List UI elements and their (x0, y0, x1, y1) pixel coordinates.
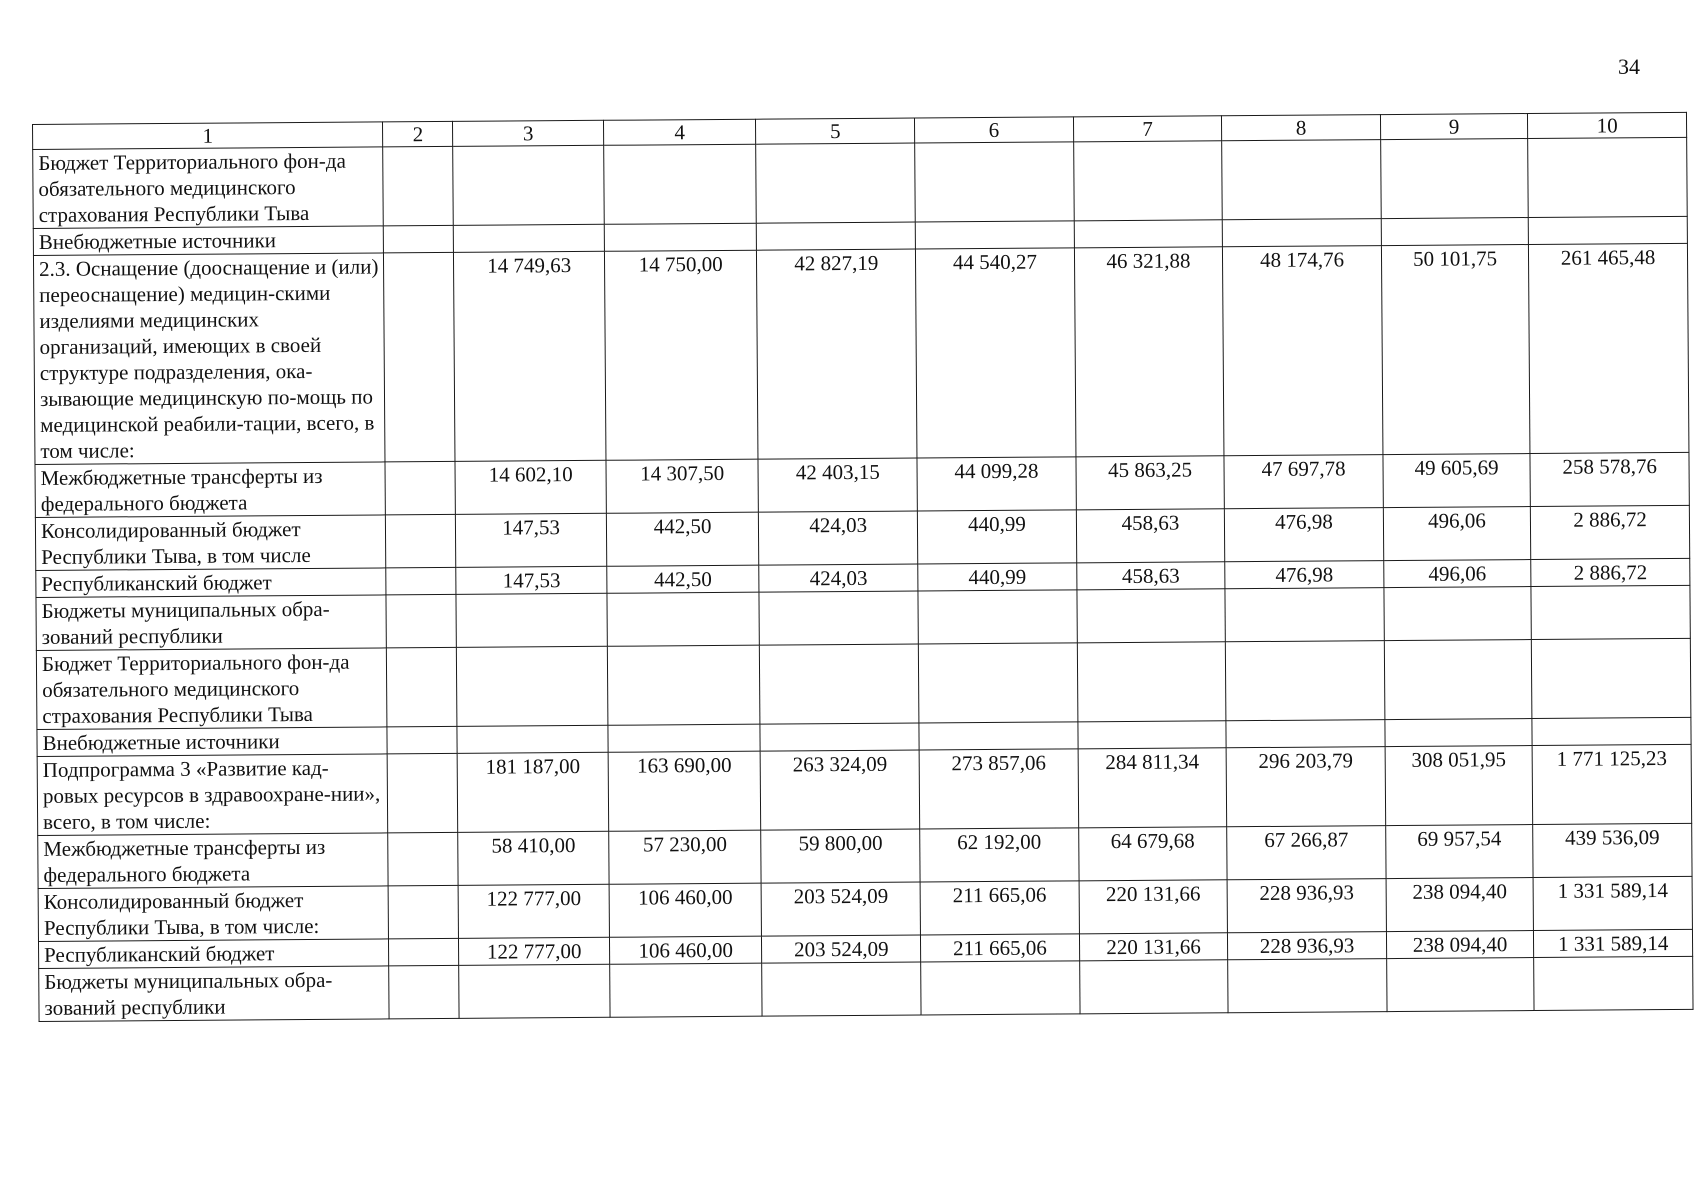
column-header: 2 (383, 121, 453, 147)
value-cell: 476,98 (1225, 561, 1384, 589)
value-cell (1078, 721, 1227, 749)
value-cell (389, 965, 459, 1019)
value-cell: 424,03 (759, 511, 918, 565)
value-cell: 496,06 (1384, 560, 1532, 588)
value-cell: 228 936,93 (1228, 932, 1387, 960)
value-cell (1528, 216, 1687, 244)
value-cell (915, 221, 1074, 249)
value-cell: 496,06 (1383, 507, 1531, 561)
value-cell (454, 224, 605, 252)
value-cell (453, 145, 604, 225)
value-cell: 106 460,00 (609, 883, 762, 937)
table-row (36, 638, 1691, 729)
value-cell: 203 524,09 (762, 935, 921, 963)
value-cell (762, 962, 921, 1016)
value-cell (383, 146, 454, 226)
column-header: 10 (1528, 112, 1687, 138)
value-cell: 296 203,79 (1226, 747, 1385, 827)
value-cell (385, 461, 455, 515)
value-cell (457, 646, 608, 726)
value-cell: 163 690,00 (608, 751, 761, 831)
row-label: Консолидированный бюджет Республики Тыва, в том числе (35, 515, 386, 571)
table-row (33, 243, 1688, 464)
value-cell (459, 964, 610, 1018)
value-cell: 284 811,34 (1078, 748, 1227, 828)
value-cell (1387, 958, 1535, 1012)
value-cell: 45 863,25 (1076, 456, 1225, 510)
value-cell: 57 230,00 (609, 830, 762, 884)
value-cell (919, 722, 1078, 750)
value-cell: 14 749,63 (454, 251, 606, 461)
value-cell (1222, 140, 1381, 220)
table-row (33, 137, 1688, 228)
value-cell (1381, 218, 1529, 246)
value-cell (1228, 959, 1387, 1013)
value-cell: 50 101,75 (1381, 245, 1530, 455)
value-cell: 442,50 (606, 512, 759, 566)
value-cell (610, 963, 763, 1017)
value-cell: 58 410,00 (458, 831, 609, 885)
value-cell: 147,53 (456, 566, 607, 594)
value-cell: 14 307,50 (606, 459, 759, 513)
value-cell: 42 827,19 (757, 249, 917, 459)
value-cell: 44 099,28 (917, 457, 1076, 511)
value-cell (387, 647, 458, 727)
value-cell (1385, 719, 1533, 747)
value-cell (608, 724, 761, 752)
value-cell (1225, 641, 1384, 721)
budget-table (32, 112, 1694, 1022)
value-cell: 220 131,66 (1079, 933, 1228, 961)
value-cell (386, 594, 456, 648)
value-cell: 238 094,40 (1386, 878, 1534, 932)
budget-table-sheet (32, 112, 1694, 1022)
value-cell (1077, 589, 1226, 643)
row-label: Консолидированный бюджет Республики Тыва, в том числе: (38, 886, 389, 942)
value-cell (1528, 137, 1687, 217)
value-cell: 42 403,15 (758, 458, 917, 512)
row-label: Республиканский бюджет (38, 939, 389, 969)
value-cell: 439 536,09 (1533, 823, 1692, 877)
value-cell: 46 321,88 (1074, 247, 1224, 457)
value-cell: 440,99 (917, 510, 1076, 564)
column-header: 1 (33, 122, 384, 150)
value-cell: 69 957,54 (1386, 825, 1534, 879)
value-cell: 67 266,87 (1227, 826, 1386, 880)
value-cell: 49 605,69 (1383, 454, 1531, 508)
value-cell: 122 777,00 (459, 884, 610, 938)
value-cell: 2 886,72 (1531, 505, 1690, 559)
value-cell (1225, 588, 1384, 642)
value-cell: 47 697,78 (1224, 455, 1383, 509)
value-cell (1079, 960, 1228, 1014)
value-cell (1077, 642, 1226, 722)
value-cell (918, 643, 1077, 723)
value-cell: 258 578,76 (1530, 452, 1689, 506)
table-body (33, 137, 1693, 1021)
value-cell: 181 187,00 (458, 752, 609, 832)
value-cell: 238 094,40 (1386, 931, 1534, 959)
value-cell (1534, 956, 1693, 1010)
value-cell: 308 051,95 (1385, 746, 1533, 826)
value-cell (1531, 585, 1690, 639)
value-cell: 476,98 (1225, 508, 1384, 562)
column-header: 5 (756, 118, 915, 144)
value-cell (1384, 587, 1532, 641)
value-cell (759, 591, 918, 645)
value-cell (1532, 717, 1691, 745)
value-cell (387, 726, 457, 754)
value-cell (388, 832, 458, 886)
value-cell: 458,63 (1076, 509, 1225, 563)
value-cell: 442,50 (607, 565, 760, 593)
value-cell (604, 144, 757, 224)
value-cell: 122 777,00 (459, 937, 610, 965)
value-cell (1222, 219, 1381, 247)
row-label: Внебюджетные источники (37, 727, 388, 757)
value-cell (386, 514, 456, 568)
value-cell: 220 131,66 (1079, 880, 1228, 934)
value-cell (607, 645, 760, 725)
value-cell: 211 665,06 (920, 881, 1079, 935)
value-cell: 1 771 125,23 (1532, 744, 1691, 824)
value-cell: 424,03 (759, 564, 918, 592)
column-header: 7 (1073, 116, 1222, 142)
value-cell: 228 936,93 (1227, 879, 1386, 933)
row-label: Бюджет Территориального фон-да обязательного медицинского страхования Республики Тыва (33, 147, 384, 229)
value-cell: 106 460,00 (609, 936, 762, 964)
column-header: 6 (915, 117, 1074, 143)
value-cell (457, 725, 608, 753)
value-cell: 48 174,76 (1223, 246, 1383, 456)
column-header: 3 (453, 120, 604, 146)
value-cell (388, 753, 459, 833)
value-cell (384, 252, 456, 462)
value-cell: 2 886,72 (1531, 558, 1690, 586)
value-cell: 44 540,27 (916, 248, 1076, 458)
value-cell: 1 331 589,14 (1534, 929, 1693, 957)
row-label: Межбюджетные трансферты из федерального бюджета (35, 462, 386, 518)
page-number: 34 (1618, 54, 1640, 79)
value-cell (389, 938, 459, 966)
value-cell: 59 800,00 (761, 829, 920, 883)
column-header: 8 (1222, 115, 1381, 141)
value-cell: 14 750,00 (604, 250, 758, 460)
value-cell (1226, 720, 1385, 748)
value-cell (384, 225, 454, 253)
column-header: 4 (603, 119, 756, 145)
row-label: Республиканский бюджет (36, 568, 387, 598)
value-cell (1073, 141, 1222, 221)
row-label: Межбюджетные трансферты из федерального бюджета (38, 833, 389, 889)
value-cell: 1 331 589,14 (1533, 876, 1692, 930)
value-cell: 203 524,09 (761, 882, 920, 936)
value-cell: 261 465,48 (1529, 243, 1689, 453)
row-label: Бюджеты муниципальных обра-зований республики (39, 966, 390, 1022)
value-cell: 458,63 (1077, 562, 1226, 590)
row-label: Подпрограмма 3 «Развитие кад-ровых ресурсов в здравоохране-нии», всего, в том числе: (37, 754, 388, 836)
value-cell: 263 324,09 (761, 750, 920, 830)
value-cell (604, 223, 757, 251)
table-row (39, 956, 1693, 1021)
value-cell (760, 644, 919, 724)
value-cell (1384, 640, 1532, 720)
value-cell (757, 222, 916, 250)
value-cell (386, 567, 456, 595)
row-label: Бюджет Территориального фон-да обязательного медицинского страхования Республики Тыва (36, 648, 387, 730)
value-cell: 440,99 (918, 563, 1077, 591)
value-cell (607, 592, 760, 646)
row-label: 2.3. Оснащение (дооснащение и (или) переоснащение) медицин-скими изделиями медицинских организаций, имеющих в своей структуре подразделения, ока-зывающие медицинскую по-мощь по медицинской реабили-тации, всего, в том числе: (33, 253, 385, 465)
row-label: Внебюджетные источники (33, 226, 384, 256)
value-cell (756, 143, 915, 223)
value-cell (760, 723, 919, 751)
value-cell: 273 857,06 (919, 749, 1078, 829)
value-cell: 147,53 (456, 513, 607, 567)
row-label: Бюджеты муниципальных обра-зований республики (36, 595, 387, 651)
value-cell (915, 142, 1074, 222)
value-cell (1074, 220, 1223, 248)
value-cell: 211 665,06 (921, 934, 1080, 962)
value-cell: 62 192,00 (920, 828, 1079, 882)
value-cell (921, 961, 1080, 1015)
value-cell (918, 590, 1077, 644)
value-cell: 64 679,68 (1078, 827, 1227, 881)
column-header: 9 (1380, 114, 1528, 140)
value-cell (1532, 638, 1691, 718)
table-row (37, 744, 1692, 835)
value-cell: 14 602,10 (455, 460, 606, 514)
value-cell (388, 885, 458, 939)
value-cell (456, 593, 607, 647)
value-cell (1381, 139, 1529, 219)
